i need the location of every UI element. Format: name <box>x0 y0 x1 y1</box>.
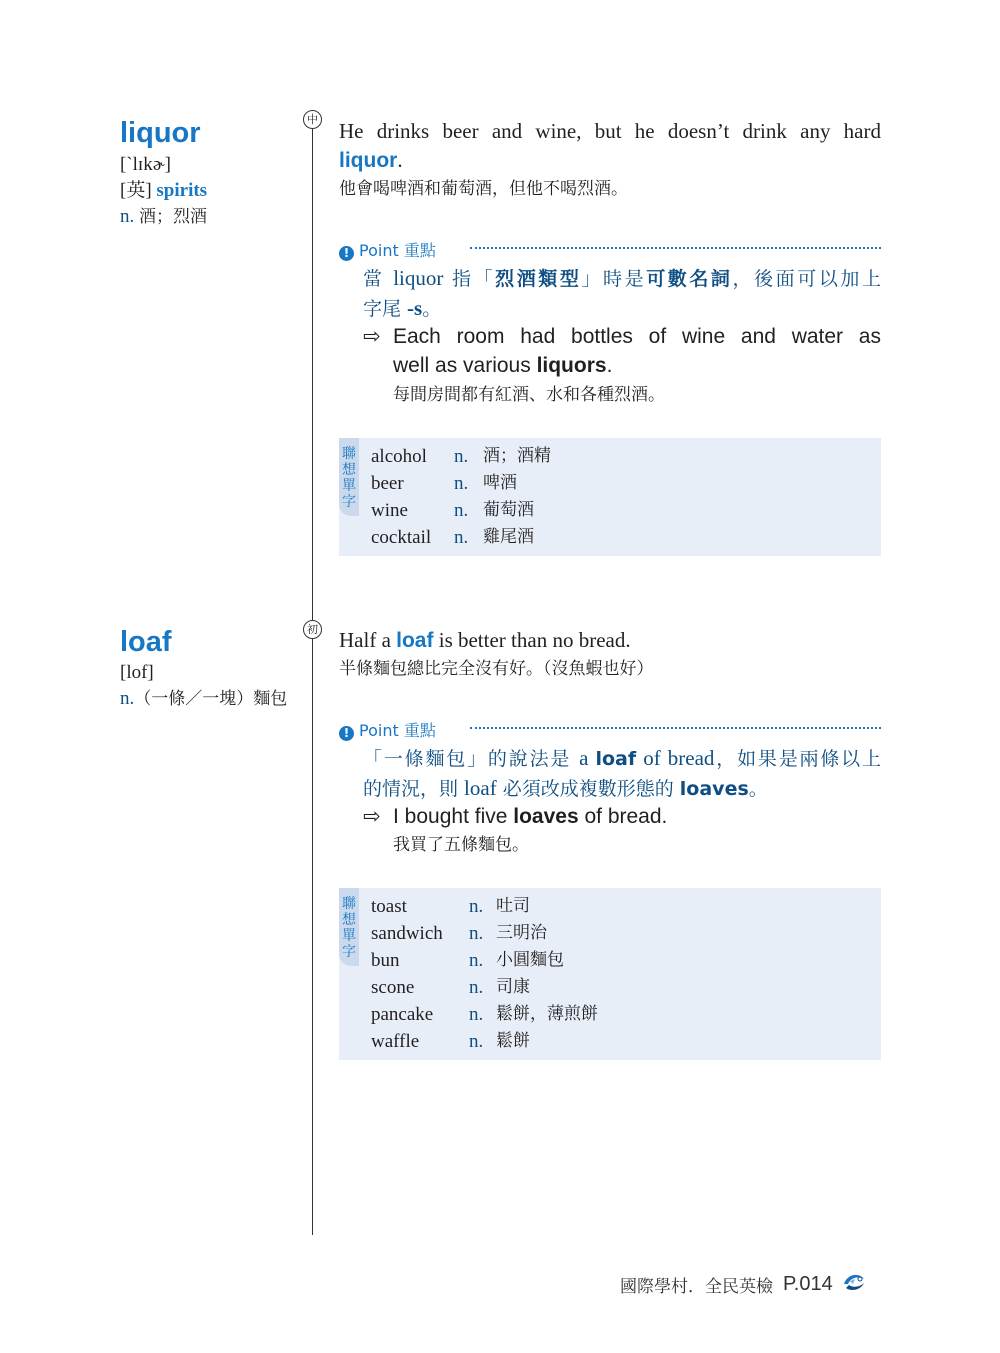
point-header: ! Point 重點 <box>339 238 436 260</box>
example-sentence: Half a loaf is better than no bread. <box>339 628 631 652</box>
example-sentence: He drinks beer and wine, but he doesn’t drink any hard liquor. <box>339 119 881 172</box>
related-words-box <box>339 438 881 556</box>
point-example-translation: 每間房間都有紅酒、水和各種烈酒。 <box>393 385 665 405</box>
definition: n.（一條／一塊）麵包 <box>120 688 288 709</box>
level-badge: 中 <box>303 110 322 129</box>
arrow-right-icon: ⇨ <box>363 805 381 828</box>
column-divider <box>312 110 313 1235</box>
point-dotted-rule <box>470 727 881 729</box>
headword-loaf: loaf <box>120 626 172 658</box>
ipa: [`lɪkɚ] <box>120 154 171 175</box>
point-example: ⇨ I bought five loaves of bread. <box>363 802 667 831</box>
exclamation-icon: ! <box>339 246 354 261</box>
point-example: ⇨ Each room had bottles of wine and water as well as various liquors. <box>363 322 881 380</box>
list-item: beer n. 啤酒 <box>371 473 517 494</box>
list-item: toast n. 吐司 <box>371 896 530 917</box>
publisher-logo-icon <box>841 1270 867 1299</box>
arrow-right-icon: ⇨ <box>363 325 381 348</box>
headword-liquor: liquor <box>120 117 201 149</box>
list-item: scone n. 司康 <box>371 977 530 998</box>
page-number: P.014 <box>783 1272 833 1295</box>
publisher-name: 國際學村．全民英檢 <box>620 1276 773 1297</box>
related-words-list <box>371 893 871 1055</box>
level-badge: 初 <box>303 620 322 639</box>
related-words-tab: 聯想單字 <box>339 438 359 516</box>
point-dotted-rule <box>470 247 881 249</box>
uk-variant: [英] spirits <box>120 180 208 201</box>
list-item: bun n. 小圓麵包 <box>371 950 564 971</box>
list-item: alcohol n. 酒；酒精 <box>371 446 551 467</box>
list-item: cocktail n. 雞尾酒 <box>371 527 534 548</box>
list-item: wine n. 葡萄酒 <box>371 500 534 521</box>
related-words-box <box>339 888 881 1060</box>
related-words-tab: 聯想單字 <box>339 888 359 966</box>
point-text: 當 liquor 指「烈酒類型」時是可數名詞，後面可以加上 字尾 -s。 <box>363 266 881 320</box>
headword-info-liquor <box>120 152 305 230</box>
page-footer <box>620 1270 888 1298</box>
point-text: 「一條麵包」的說法是 a loaf of bread，如果是兩條以上 的情況，則 loaf 必須改成複數形態的 loaves。 <box>363 746 881 800</box>
related-words-list <box>371 443 871 551</box>
list-item: sandwich n. 三明治 <box>371 923 547 944</box>
ipa: [lof] <box>120 662 154 683</box>
list-item: waffle n. 鬆餅 <box>371 1031 530 1052</box>
example-translation: 半條麵包總比完全沒有好。（沒魚蝦也好） <box>339 659 654 679</box>
exclamation-icon: ! <box>339 726 354 741</box>
headword-info-loaf <box>120 660 310 712</box>
point-header: ! Point 重點 <box>339 718 436 740</box>
point-example-translation: 我買了五條麵包。 <box>393 835 529 855</box>
list-item: pancake n. 鬆餅，薄煎餅 <box>371 1004 598 1025</box>
definition: n. 酒；烈酒 <box>120 206 207 227</box>
example-translation: 他會喝啤酒和葡萄酒，但他不喝烈酒。 <box>339 179 628 199</box>
